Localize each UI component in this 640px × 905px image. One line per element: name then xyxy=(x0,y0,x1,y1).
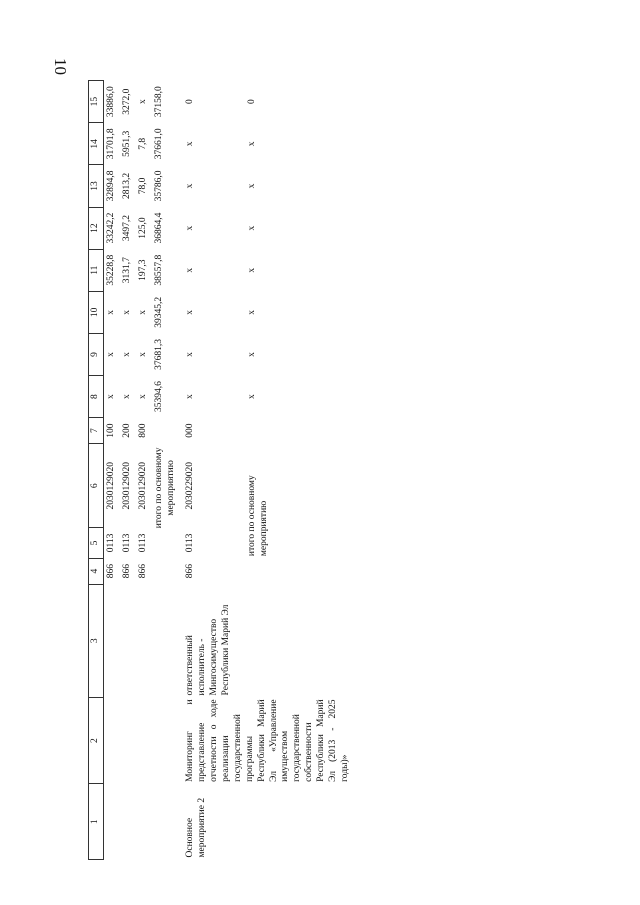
table-cell: 7,8 xyxy=(137,137,148,150)
table-cell: 35228,8 xyxy=(106,254,116,286)
table-cell: 3131,7 xyxy=(121,257,132,284)
table-cell: 39345,2 xyxy=(153,296,164,328)
table-cell: 36864,4 xyxy=(153,212,164,244)
table-cell: 33886,0 xyxy=(106,86,116,118)
table-cell: 5951,3 xyxy=(121,130,132,157)
table-cell: х xyxy=(185,141,196,147)
table-cell: 000 xyxy=(185,423,196,438)
table-cell: х xyxy=(247,352,258,357)
table-cell: 32894,8 xyxy=(106,170,116,202)
activity-description: Мониторинг и представление отчетности о ходе реализации государственной программы Республики Марий Эл «Управление имуществом государственной собственности Республики Марий Эл (2013 - 2025 годы)» xyxy=(185,699,350,782)
table-cell: 38557,8 xyxy=(153,254,164,286)
table-cell: 0113 xyxy=(185,533,196,553)
column-header: 2 xyxy=(89,697,104,783)
activity-executor: ответственный исполнитель - Мингосимущество Республики Марий Эл xyxy=(185,604,231,696)
table-cell: 37661,0 xyxy=(153,128,164,160)
table-cell: х xyxy=(247,141,258,147)
table-cell: х xyxy=(137,352,148,357)
table-cell: х xyxy=(185,267,196,273)
table-cell: 0 xyxy=(185,99,196,105)
table-cell: 78,0 xyxy=(137,177,148,195)
column-header: 14 xyxy=(89,123,104,165)
table-cell: 866 xyxy=(137,563,148,579)
table-cell: 2030129020 xyxy=(121,461,132,510)
table-cell: х xyxy=(137,309,148,315)
table-cell: х xyxy=(121,394,132,399)
table-cell: х xyxy=(106,309,116,315)
table-cell: х xyxy=(185,225,196,231)
table-cell: 3497,2 xyxy=(121,215,132,242)
column-header: 6 xyxy=(89,444,104,528)
table-row-total xyxy=(152,81,180,860)
table-cell: 866 xyxy=(106,563,116,579)
column-header: 7 xyxy=(89,418,104,444)
table-cell: 35394,6 xyxy=(153,381,164,413)
column-header: 5 xyxy=(89,528,104,558)
table-cell: 197,3 xyxy=(137,259,148,281)
table-cell: х xyxy=(121,309,132,315)
table-cell: 37681,3 xyxy=(153,339,164,370)
column-header: 1 xyxy=(89,784,104,860)
page-number: 10 xyxy=(51,58,70,75)
table-cell: х xyxy=(247,267,258,273)
table-cell: 125,0 xyxy=(137,217,148,239)
table-cell: 35786,0 xyxy=(153,170,164,202)
table-cell: 2030129020 xyxy=(137,461,148,510)
table-cell: 0113 xyxy=(137,533,148,553)
rotated-table-container xyxy=(88,80,354,860)
table-cell: 31701,8 xyxy=(106,128,116,160)
table-row xyxy=(104,81,120,860)
table-cell: 866 xyxy=(121,563,132,579)
column-header: 3 xyxy=(89,584,104,697)
activity-name: Основное мероприятие 2 xyxy=(185,797,208,858)
table-row-activity-2 xyxy=(183,81,245,860)
table-cell: х xyxy=(247,309,258,315)
table-cell: х xyxy=(137,99,148,105)
table-cell: х xyxy=(185,352,196,357)
table-cell: 0 xyxy=(247,99,258,105)
table-cell: 0113 xyxy=(121,533,132,553)
table-cell: х xyxy=(247,225,258,231)
table-header-row xyxy=(89,81,104,860)
table-cell: х xyxy=(137,394,148,399)
table-cell: 2813,2 xyxy=(121,172,132,200)
table-cell: 800 xyxy=(137,423,148,438)
budget-table xyxy=(88,80,354,860)
table-cell: 200 xyxy=(121,423,132,438)
table-cell: 2030129020 xyxy=(106,461,116,510)
table-cell: 866 xyxy=(185,563,196,579)
table-cell: х xyxy=(247,394,258,399)
table-cell: 33242,2 xyxy=(106,212,116,244)
table-cell: 37158,0 xyxy=(153,86,164,118)
column-header: 13 xyxy=(89,165,104,207)
table-cell: х xyxy=(247,183,258,189)
table-cell: 3272,0 xyxy=(121,88,132,115)
table-cell: х xyxy=(185,394,196,399)
table-row xyxy=(136,81,152,860)
table-cell: х xyxy=(106,352,116,357)
total-label: итого по основному мероприятию xyxy=(153,447,176,529)
column-header: 15 xyxy=(89,81,104,123)
table-cell: 0113 xyxy=(106,533,116,553)
column-header: 11 xyxy=(89,249,104,291)
column-header: 10 xyxy=(89,291,104,333)
table-cell: х xyxy=(185,183,196,189)
table-cell: х xyxy=(185,309,196,315)
table-cell: 100 xyxy=(106,423,116,438)
table-row xyxy=(120,81,136,860)
table-cell: 2030229020 xyxy=(185,461,196,510)
column-header: 9 xyxy=(89,333,104,375)
column-header: 12 xyxy=(89,207,104,249)
total-label: итого по основному мероприятию xyxy=(247,475,270,557)
table-cell: х xyxy=(106,394,116,399)
column-header: 4 xyxy=(89,558,104,584)
column-header: 8 xyxy=(89,376,104,418)
table-cell: х xyxy=(121,352,132,357)
